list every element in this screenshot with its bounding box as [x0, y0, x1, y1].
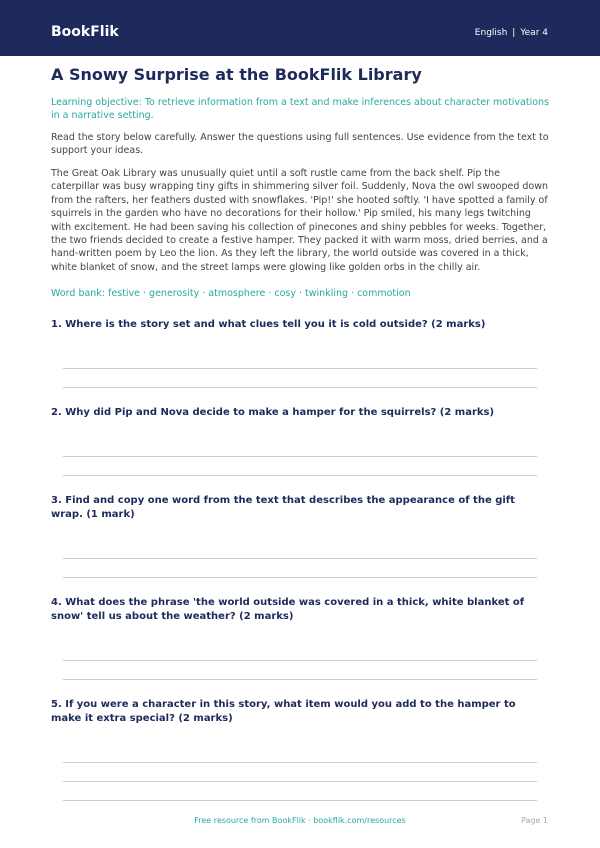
subject-meta — [475, 27, 548, 39]
answer-line[interactable] — [63, 456, 537, 457]
worksheet-title: A Snowy Surprise at the BookFlik Library — [51, 65, 422, 84]
answer-line[interactable] — [63, 679, 537, 680]
answer-line[interactable] — [63, 762, 537, 763]
question-2: 2. Why did Pip and Nova decide to make a hamper for the squirrels? (2 marks) — [51, 407, 495, 418]
page-header — [0, 0, 600, 56]
answer-line[interactable] — [63, 558, 537, 559]
question-1: 1. Where is the story set and what clues tell you it is cold outside? (2 marks) — [51, 319, 486, 330]
answer-line[interactable] — [63, 781, 537, 782]
question-4: 4. What does the phrase 'the world outside was covered in a thick, white blanket of snow' tell us about the weather? (2 marks) — [51, 597, 525, 622]
answer-line[interactable] — [63, 475, 537, 476]
instructions: Read the story below carefully. Answer the questions using full sentences. Use evidence from the text to support your ideas. — [51, 132, 549, 156]
year-label: Year 4 — [520, 28, 548, 38]
answer-line[interactable] — [63, 387, 537, 388]
answer-line[interactable] — [63, 368, 537, 369]
subject-label: English — [474, 28, 508, 38]
meta-separator: | — [512, 28, 516, 38]
answer-line[interactable] — [63, 577, 537, 578]
question-3: 3. Find and copy one word from the text that describes the appearance of the gift wrap. (1 mark) — [51, 495, 515, 520]
answer-line[interactable] — [63, 660, 537, 661]
story-text: The Great Oak Library was unusually quiet until a soft rustle came from the back shelf. Pip the caterpillar was busy wrapping tiny gifts in shimmering silver foil. Suddenly, Nova the owl swooped down from the rafters, her feathers dusted with snowflakes. 'Pip!' she hooted softly. 'I have spotted a family of squirrels in the garden who have no decorations for their hollow.' Pip smiled, his many legs twitching with excitement. He had been saving his collection of pinecones and shiny pebbles for weeks. Together, the two friends decided to create a festive hamper. They packed it with warm moss, dried berries, and a hand-written poem by Leo the lion. As they left the library, the world outside was covered in a thick, white blanket of snow, and the street lamps were glowing like golden orbs in the chilly air. — [51, 168, 549, 273]
word-bank: Word bank: festive · generosity · atmosphere · cosy · twinkling · commotion — [51, 288, 411, 299]
learning-objective: Learning objective: To retrieve information from a text and make inferences about character motivations in a narrative setting. — [51, 97, 550, 121]
page-number: Page 1 — [521, 816, 548, 825]
question-5: 5. If you were a character in this story, what item would you add to the hamper to make it extra special? (2 marks) — [51, 699, 516, 724]
answer-line[interactable] — [63, 800, 537, 801]
footer-credit[interactable]: Free resource from BookFlik · bookflik.com/resources — [194, 816, 406, 825]
brand-logo[interactable]: BookFlik — [51, 24, 119, 40]
